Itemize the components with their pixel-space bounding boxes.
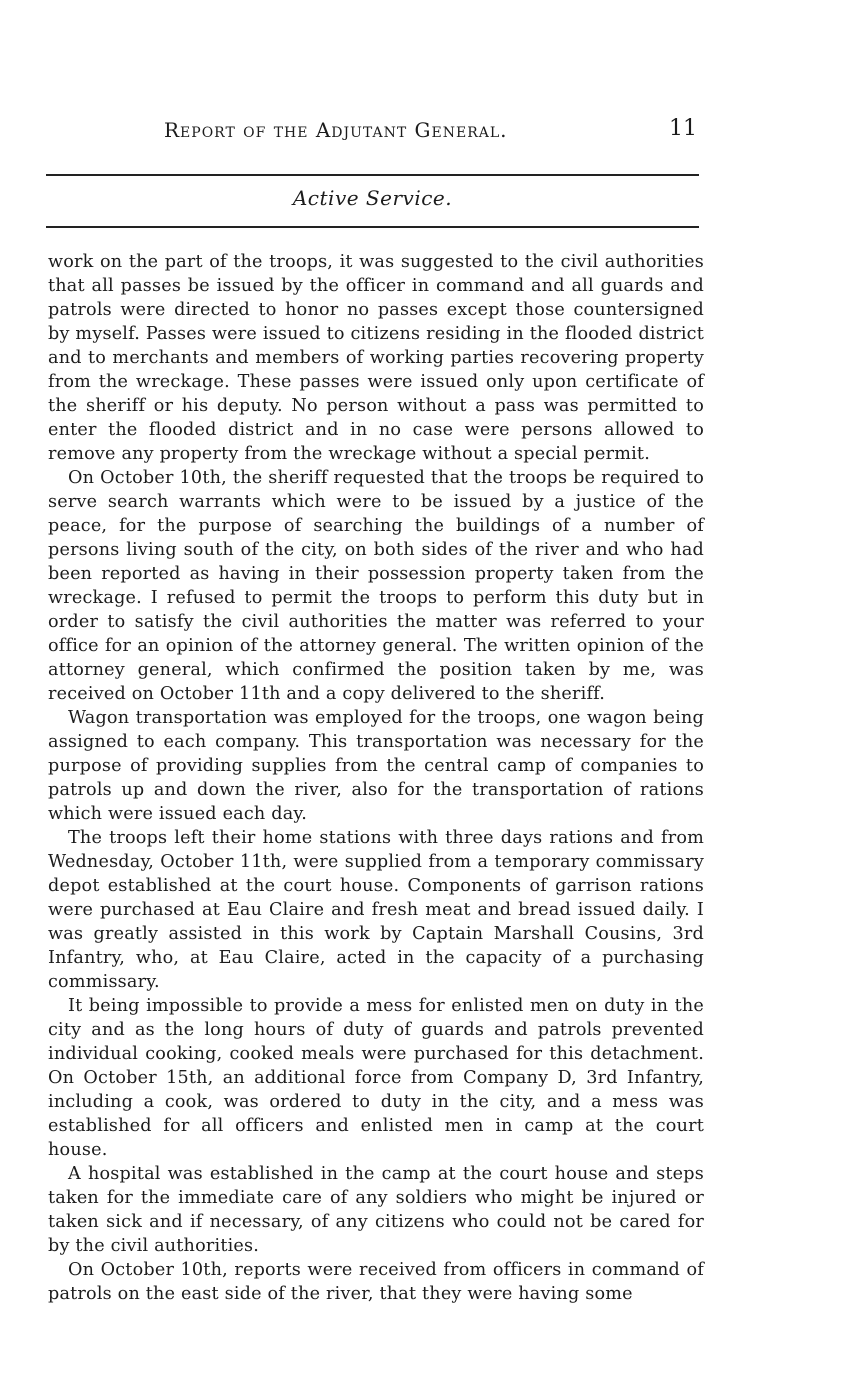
running-head (48, 118, 703, 146)
paragraph: On October 10th, the sheriff requested that the troops be required to serve search warrants which were to be issued by a justice of the peace, for the purpose of searching the buildings of a number of persons living south of the city, on both sides of the river and who had been reported as having in their possession property taken from the wreckage. I refused to permit the troops to perform this duty but in order to satisfy the civil authorities the matter was referred to your office for an opinion of the attorney general. The written opinion of the attorney general, which confirmed the position taken by me, was received on October 11th and a copy delivered to the sheriff. (48, 468, 704, 704)
header-rule-top (46, 174, 699, 176)
paragraph: A hospital was established in the camp at the court house and steps taken for the immediate care of any soldiers who might be injured or taken sick and if necessary, of any citizens who could not be cared for by the civil authorities. (48, 1164, 704, 1256)
header-rule-bottom (46, 226, 699, 228)
paragraph: Wagon transportation was employed for the troops, one wagon being assigned to each company. This transportation was necessary for the purpose of providing supplies from the central camp of companies to patrols up and down the river, also for the transportation of rations which were issued each day. (48, 708, 704, 824)
paragraph: On October 10th, reports were received from officers in command of patrols on the east side of the river, that they were having some (48, 1260, 704, 1304)
paragraph: It being impossible to provide a mess for enlisted men on duty in the city and as the long hours of duty of guards and patrols prevented individual cooking, cooked meals were purchased for this detachment. On October 15th, an additional force from Company D, 3rd Infantry, including a cook, was ordered to duty in the city, and a mess was established for all officers and enlisted men in camp at the court house. (48, 996, 704, 1160)
running-title: Report of the Adjutant General. (164, 118, 508, 142)
paragraph: The troops left their home stations with three days rations and from Wednesday, October 11th, were supplied from a temporary commissary depot established at the court house. Components of garrison rations were purchased at Eau Claire and fresh meat and bread issued daily. I was greatly assisted in this work by Captain Marshall Cousins, 3rd Infantry, who, at Eau Claire, acted in the capacity of a purchasing commissary. (48, 828, 704, 992)
page-number: 11 (669, 116, 697, 141)
paragraph-continued: work on the part of the troops, it was suggested to the civil authorities that all passes be issued by the officer in command and all guards and patrols were directed to honor no passes except those countersigned by myself. Passes were issued to citizens residing in the flooded district and to merchants and members of working parties recovering property from the wreckage. These passes were issued only upon certificate of the sheriff or his deputy. No person without a pass was permitted to enter the flooded district and in no case were persons allowed to remove any property from the wreckage without a special permit. (48, 252, 704, 464)
body-text (48, 250, 704, 1306)
section-title: Active Service. (292, 186, 453, 210)
